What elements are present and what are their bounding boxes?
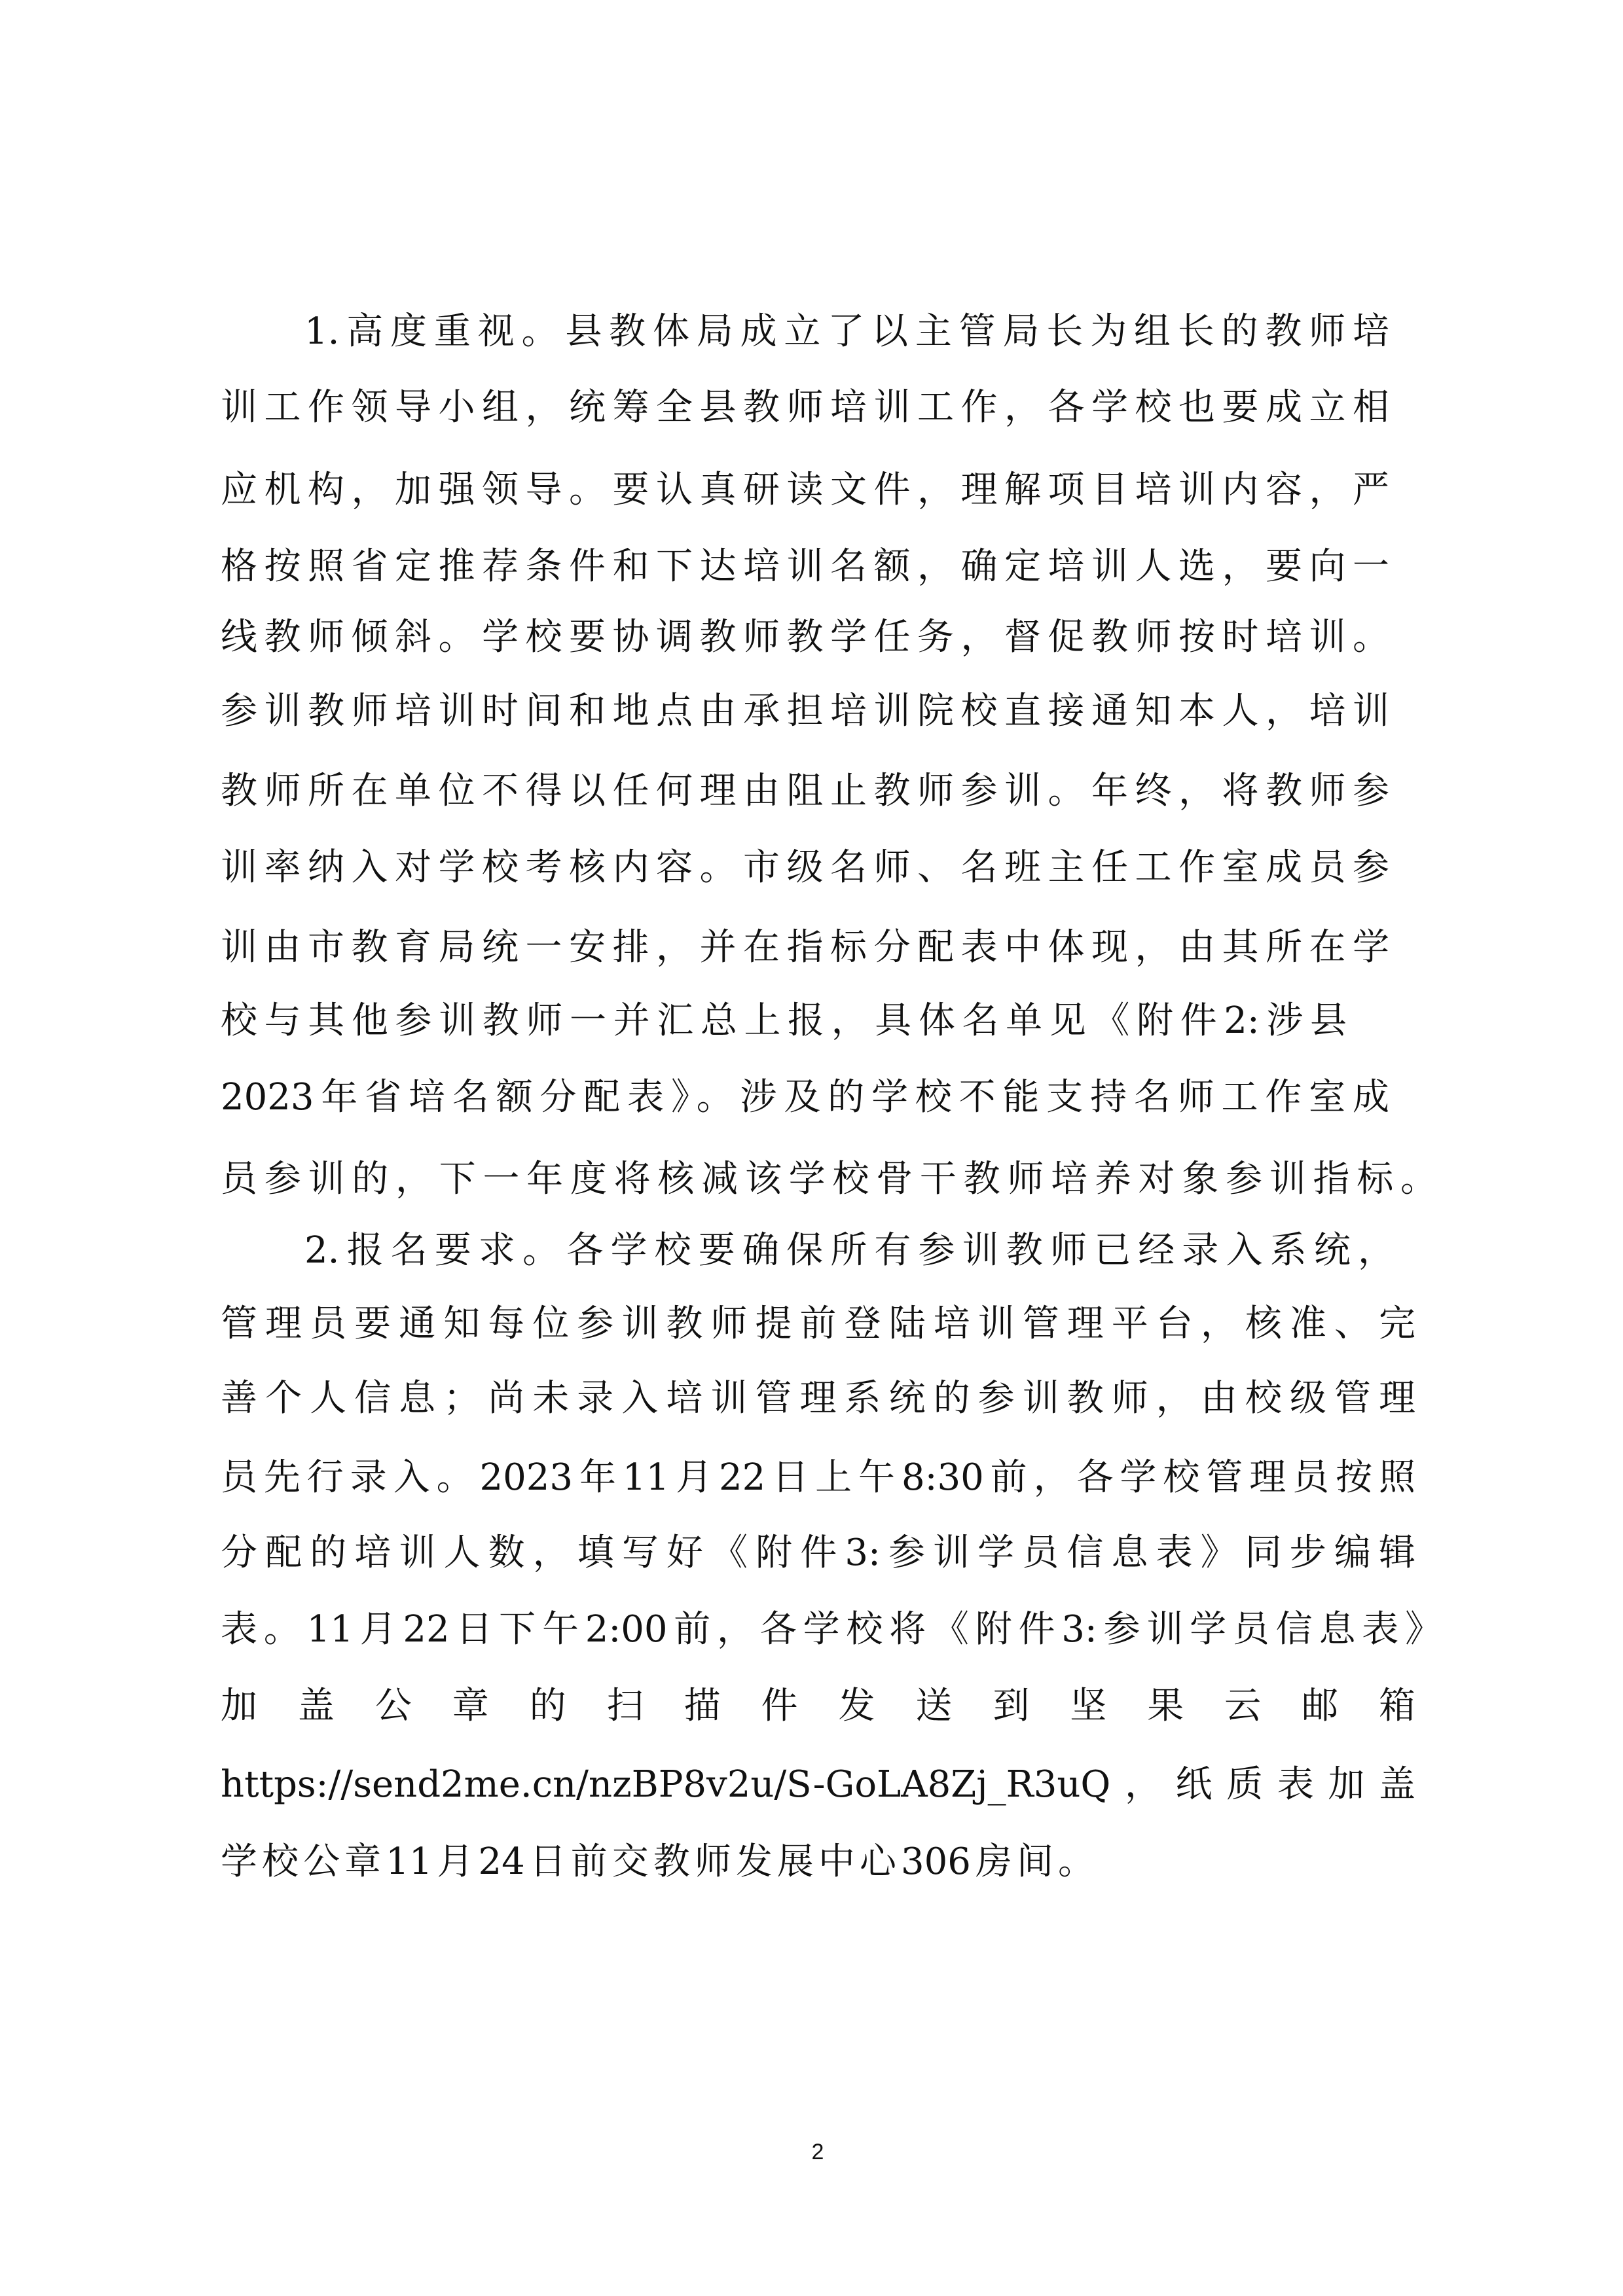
text-line: 员参训的，下一年度将核减该学校骨干教师培养对象参训指标。 <box>221 1158 1437 1200</box>
text-line: 学校公章11月24日前交教师发展中心306房间。 <box>221 1840 1095 1883</box>
page-number: 2 <box>811 2140 824 2164</box>
text-line: 训由市教育局统一安排，并在指标分配表中体现，由其所在学 <box>221 926 1389 969</box>
text-line: 校与其他参训教师一并汇总上报，具体名单见《附件2:涉县 <box>221 999 1347 1042</box>
text-line: 训工作领导小组，统筹全县教师培训工作，各学校也要成立相 <box>221 386 1389 429</box>
text-line: 应机构，加强领导。要认真研读文件，理解项目培训内容，严 <box>221 469 1389 511</box>
text-line: 2.报名要求。各学校要确保所有参训教师已经录入系统， <box>304 1229 1395 1272</box>
text-line: 参训教师培训时间和地点由承担培训院校直接通知本人，培训 <box>221 690 1389 732</box>
text-line: 加盖公章的扫描件发送到坚果云邮箱 <box>221 1685 1415 1727</box>
text-line: 善个人信息；尚未录入培训管理系统的参训教师，由校级管理 <box>221 1377 1415 1420</box>
text-line: 2023年省培名额分配表》。涉及的学校不能支持名师工作室成 <box>221 1076 1389 1119</box>
text-line: 格按照省定推荐条件和下达培训名额，确定培训人选，要向一 <box>221 545 1389 588</box>
url-text-line: https://send2me.cn/nzBP8v2u/S-GoLA8Zj_R3uQ，纸质表加盖 <box>221 1763 1415 1806</box>
text-line: 管理员要通知每位参训教师提前登陆培训管理平台，核准、完 <box>221 1302 1415 1345</box>
text-line: 表。11月22日下午2:00前，各学校将《附件3:参训学员信息表》 <box>221 1608 1442 1651</box>
text-line: 1.高度重视。县教体局成立了以主管局长为组长的教师培 <box>304 310 1389 353</box>
text-line: 分配的培训人数，填写好《附件3:参训学员信息表》同步编辑 <box>221 1532 1415 1574</box>
text-line: 教师所在单位不得以任何理由阻止教师参训。年终，将教师参 <box>221 770 1389 812</box>
text-line: 线教师倾斜。学校要协调教师教学任务，督促教师按时培训。 <box>221 616 1389 658</box>
text-line: 训率纳入对学校考核内容。市级名师、名班主任工作室成员参 <box>221 846 1389 889</box>
text-line: 员先行录入。2023年11月22日上午8:30前，各学校管理员按照 <box>221 1456 1415 1499</box>
